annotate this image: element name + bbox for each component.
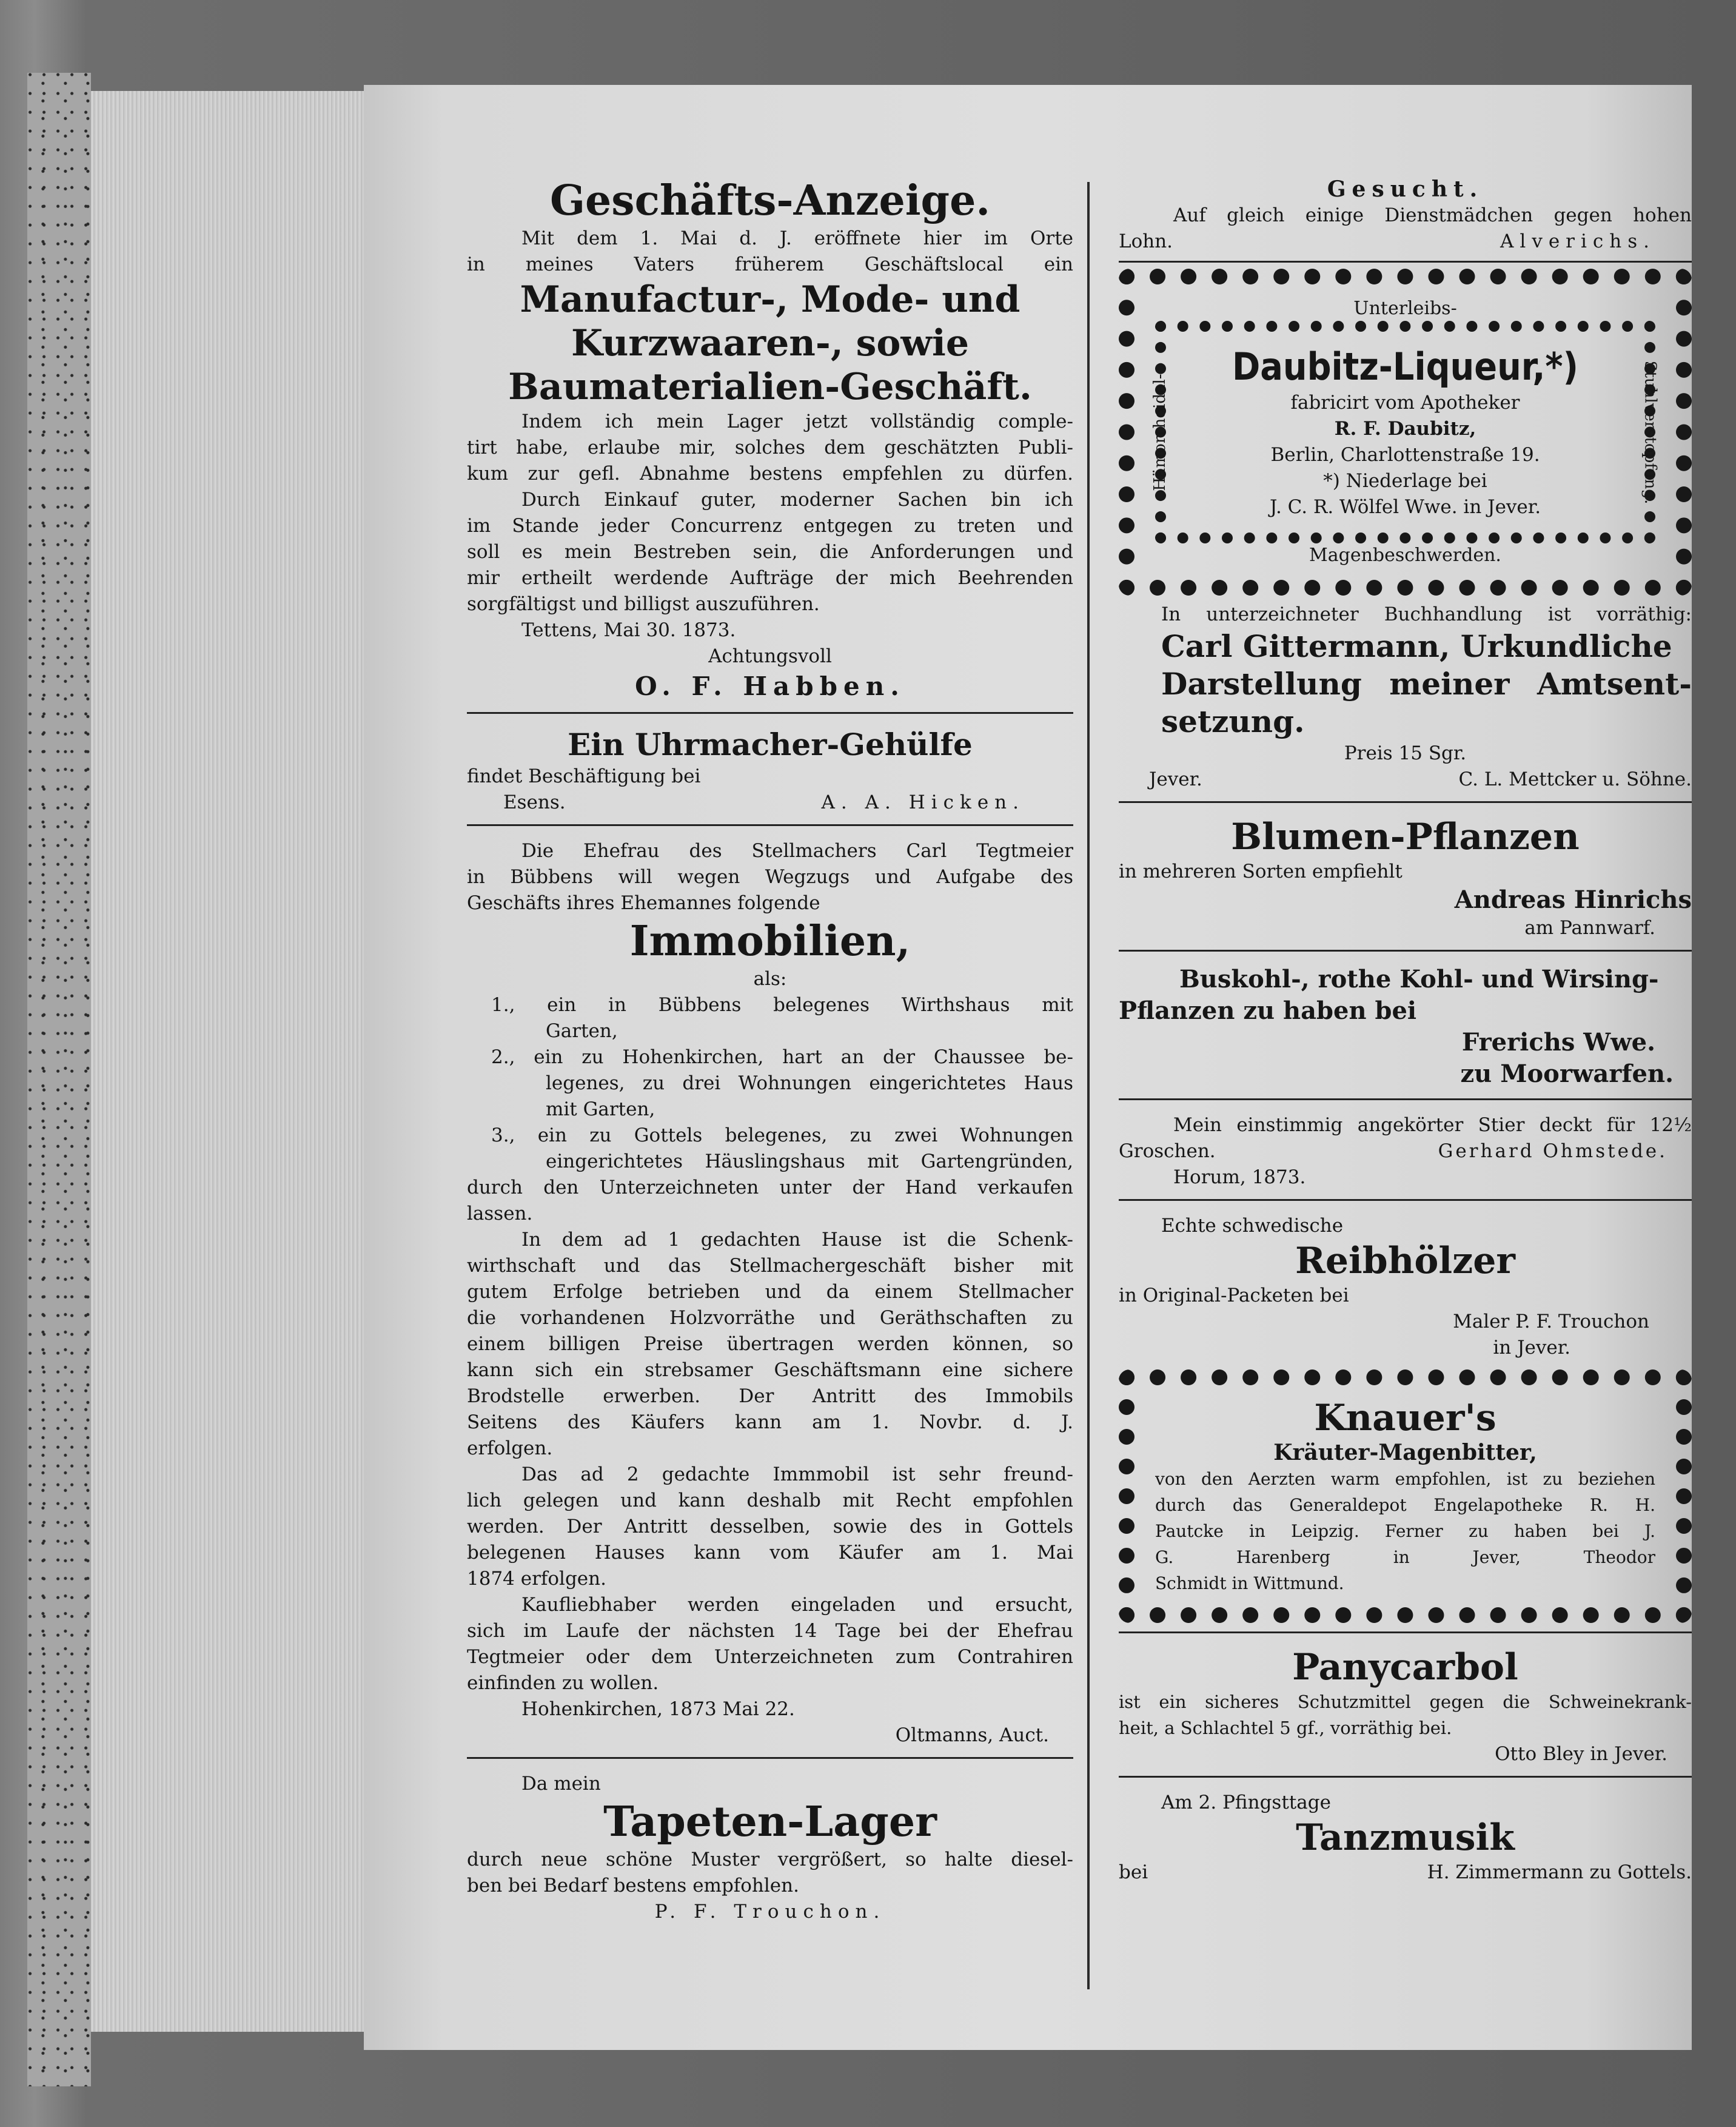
- ad-text-line: Kaufliebhaber werden eingeladen und ersucht,: [521, 1594, 1073, 1616]
- ad-text-line: in Original-Packeten bei: [1119, 1285, 1349, 1306]
- ad-separator: [1119, 801, 1692, 803]
- ad-signature-row: [467, 790, 1073, 816]
- ad-text-line: findet Beschäftigung bei: [467, 765, 701, 787]
- ad-immobilien: [467, 838, 1073, 1749]
- ad-text-line: *) Niederlage bei: [1323, 470, 1487, 492]
- ad-text-line: In unterzeichneter Buchhandlung ist vorräthig:: [1161, 603, 1692, 625]
- ad-text-line: einfinden zu wollen.: [467, 1672, 659, 1694]
- ad-place: Jever.: [1149, 768, 1202, 790]
- ad-signature: C. L. Mettcker u. Söhne.: [1458, 768, 1692, 790]
- ad-text-line: In dem ad 1 gedachten Hause ist die Schenk-: [521, 1229, 1073, 1251]
- ad-signature-row: [1119, 229, 1692, 255]
- ad-text-line: erfolgen.: [467, 1437, 553, 1459]
- ad-title: Blumen-Pflanzen: [1231, 816, 1580, 858]
- ad-list-item: mit Garten,: [546, 1098, 655, 1120]
- ad-text-line: kann sich ein strebsamer Geschäftsmann eine sichere: [467, 1359, 1073, 1381]
- ad-text-line: Mit dem 1. Mai d. J. eröffnete hier im Orte: [521, 227, 1073, 249]
- ad-text-line: heit, a Schlachtel 5 gf., vorräthig bei.: [1119, 1718, 1452, 1738]
- ad-text-line: werden. Der Antritt desselben, sowie des in Gottels: [467, 1516, 1073, 1537]
- ad-title: Gesucht.: [1327, 176, 1484, 202]
- ad-text-line: gutem Erfolge betrieben und da einem Stellmacher: [467, 1281, 1073, 1303]
- ad-separator: [467, 824, 1073, 826]
- ad-text-line: wirthschaft und das Stellmachergeschäft bisher mit: [467, 1255, 1073, 1277]
- ad-title: Tapeten-Lager: [603, 1798, 937, 1846]
- ad-text-line: ben bei Bedarf bestens empfohlen.: [467, 1875, 799, 1897]
- ad-text-line: Seitens des Käufers kann am 1. Novbr. d. J.: [467, 1411, 1073, 1433]
- ad-text-line: durch das Generaldepot Engelapotheke R. H.: [1155, 1495, 1655, 1515]
- ad-signature: Gerhard Ohmstede.: [1438, 1140, 1667, 1162]
- ad-text-line: soll es mein Bestreben sein, die Anforderungen und: [467, 541, 1073, 563]
- ad-title: Immobilien,: [629, 917, 911, 966]
- ad-text-line: Echte schwedische: [1161, 1215, 1344, 1237]
- ad-big-line: Baumaterialien-Geschäft.: [508, 366, 1032, 408]
- ad-separator: [1119, 1098, 1692, 1100]
- ad-big-line: Kurzwaaren-, sowie: [571, 322, 970, 365]
- ad-text-line: ist ein sicheres Schutzmittel gegen die Schweinekrank-: [1119, 1692, 1692, 1712]
- ad-title: Daubitz-Liqueur,*): [1232, 344, 1579, 389]
- ad-date: Horum, 1873.: [1173, 1166, 1306, 1188]
- ad-daubitz-liqueur: [1119, 269, 1692, 596]
- ad-title: Panycarbol: [1292, 1646, 1518, 1688]
- ad-title: Geschäfts-Anzeige.: [549, 176, 991, 225]
- ad-text-line: im Stande jeder Concurrenz entgegen zu treten und: [467, 515, 1073, 537]
- ad-title: Buskohl-, rothe Kohl- und Wirsing-: [1179, 965, 1659, 993]
- ad-title: Reibhölzer: [1295, 1240, 1516, 1282]
- ad-text-line: lassen.: [467, 1203, 533, 1225]
- ad-text-line: J. C. R. Wölfel Wwe. in Jever.: [1269, 496, 1541, 518]
- ad-text-line: fabricirt vom Apotheker: [1290, 392, 1520, 414]
- ad-signature: Alverichs.: [1500, 230, 1655, 252]
- ad-side-text-right: Stuhlverstopfung.: [1641, 360, 1660, 504]
- ad-separator: [1119, 950, 1692, 952]
- ad-list-item: 3., ein zu Gottels belegenes, zu zwei Wohnungen: [491, 1124, 1073, 1146]
- ad-text-line: Pautcke in Leipzig. Ferner zu haben bei J.: [1155, 1521, 1655, 1541]
- ad-date: Hohenkirchen, 1873 Mai 22.: [521, 1698, 795, 1720]
- ad-title: Ein Uhrmacher-Gehülfe: [568, 727, 973, 762]
- ad-text-line: in Bübbens will wegen Wegzugs und Aufgabe des: [467, 866, 1073, 888]
- ad-list-item: 2., ein zu Hohenkirchen, hart an der Chaussee be-: [491, 1046, 1073, 1068]
- ad-text-line: lich gelegen und kann deshalb mit Recht empfohlen: [467, 1490, 1073, 1511]
- ad-title: Pflanzen zu haben bei: [1119, 996, 1417, 1025]
- ad-signature-row: [1119, 1138, 1692, 1164]
- ad-signature: Otto Bley in Jever.: [1495, 1743, 1667, 1765]
- ad-inner-border: [1151, 321, 1660, 543]
- ad-address: zu Moorwarfen.: [1460, 1060, 1674, 1088]
- ad-greeting: Achtungsvoll: [708, 645, 832, 667]
- ad-separator: [1119, 1631, 1692, 1633]
- ad-text-line: Am 2. Pfingsttage: [1161, 1792, 1331, 1813]
- ad-big-line: Manufactur-, Mode- und: [520, 278, 1020, 321]
- column-divider: [1087, 182, 1090, 1989]
- ad-separator: [467, 712, 1073, 714]
- ad-signature-row: [1119, 1860, 1692, 1886]
- ad-text: Lohn.: [1119, 230, 1173, 252]
- ad-reibhoelzer: [1119, 1213, 1692, 1361]
- ad-title: Darstellung meiner Amtsent-: [1161, 666, 1692, 702]
- left-column: [467, 176, 1073, 1925]
- ad-gittermann-book: [1119, 602, 1692, 793]
- ad-signature: Oltmanns, Auct.: [895, 1724, 1049, 1746]
- ad-text-line: kum zur gefl. Abnahme bestens empfehlen zu dürfen.: [467, 463, 1073, 485]
- ad-title: setzung.: [1161, 704, 1305, 739]
- ad-price: Preis 15 Sgr.: [1344, 742, 1467, 764]
- ad-text: bei: [1119, 1861, 1148, 1883]
- ad-text-line: 1874 erfolgen.: [467, 1568, 606, 1590]
- ad-text-line: die vorhandenen Holzvorräthe und Geräthschaften zu: [467, 1307, 1073, 1329]
- ad-text-line: sorgfältigst und billigst auszuführen.: [467, 593, 820, 615]
- ad-text-line: Das ad 2 gedachte Immmobil ist sehr freund-: [521, 1463, 1073, 1485]
- ad-text-line: Brodstelle erwerben. Der Antritt des Immobils: [467, 1385, 1073, 1407]
- ad-text-line: Auf gleich einige Dienstmädchen gegen hohen: [1173, 204, 1692, 226]
- ad-uhrmacher: [467, 726, 1073, 816]
- ad-gesucht: [1119, 176, 1692, 255]
- ad-box-bottom-text: Magenbeschwerden.: [1309, 545, 1501, 566]
- ad-blumen-pflanzen: [1119, 815, 1692, 941]
- right-column: [1119, 176, 1692, 1886]
- ad-signature: Maler P. F. Trouchon: [1453, 1311, 1649, 1332]
- ad-box-top-text: Unterleibs-: [1353, 298, 1457, 319]
- ad-text-line: in meines Vaters früherem Geschäftslocal ein: [467, 254, 1073, 275]
- ad-text-line: von den Aerzten warm empfohlen, ist zu beziehen: [1155, 1469, 1655, 1489]
- ad-tapeten-lager: [467, 1771, 1073, 1925]
- ad-text-line: Schmidt in Wittmund.: [1155, 1573, 1344, 1593]
- ad-text-line: Berlin, Charlottenstraße 19.: [1270, 444, 1540, 466]
- ad-list-item: Garten,: [546, 1020, 618, 1042]
- ad-address: am Pannwarf.: [1524, 917, 1655, 939]
- ad-list-item: eingerichtetes Häuslingshaus mit Gartengründen,: [546, 1151, 1073, 1172]
- ad-signature: A. A. Hicken.: [821, 791, 1025, 813]
- ad-text-line: G. Harenberg in Jever, Theodor: [1155, 1547, 1655, 1567]
- ad-signature: O. F. Habben.: [635, 671, 905, 701]
- book-cover-edge: [27, 73, 91, 2086]
- ad-stier: [1119, 1112, 1692, 1191]
- ad-list-item: legenes, zu drei Wohnungen eingerichtetes Haus: [546, 1072, 1073, 1094]
- ad-separator: [1119, 261, 1692, 263]
- ad-text-line: Da mein: [521, 1773, 601, 1795]
- ad-text-line: Mein einstimmig angekörter Stier deckt für 12½: [1173, 1114, 1692, 1136]
- ad-text-line: einem billigen Preise übertragen werden können, so: [467, 1333, 1073, 1355]
- ad-signature-row: [1119, 767, 1692, 793]
- ad-geschaefts-anzeige: [467, 176, 1073, 704]
- ad-title: Knauer's: [1314, 1397, 1496, 1439]
- ad-text-line: als:: [753, 968, 787, 990]
- ad-panycarbol: [1119, 1645, 1692, 1767]
- ad-text-line: tirt habe, erlaube mir, solches dem geschätzten Publi-: [467, 437, 1073, 459]
- ad-text-line: Indem ich mein Lager jetzt vollständig comple-: [521, 411, 1073, 432]
- ad-text-line: durch neue schöne Muster vergrößert, so halte diesel-: [467, 1849, 1073, 1870]
- ad-separator: [1119, 1776, 1692, 1778]
- ad-knauers-magenbitter: [1119, 1369, 1692, 1623]
- ad-separator: [467, 1757, 1073, 1759]
- ad-tanzmusik: [1119, 1790, 1692, 1886]
- ad-signature: H. Zimmermann zu Gottels.: [1427, 1861, 1692, 1883]
- ad-text: Groschen.: [1119, 1140, 1216, 1162]
- ad-place: Esens.: [503, 791, 566, 813]
- ad-buskohl: [1119, 964, 1692, 1090]
- page-stack: [91, 91, 376, 2032]
- ad-text-line: in mehreren Sorten empfiehlt: [1119, 861, 1403, 882]
- ad-separator: [1119, 1199, 1692, 1201]
- ad-text-line: Die Ehefrau des Stellmachers Carl Tegtmeier: [521, 840, 1073, 862]
- ad-text-line: sich im Laufe der nächsten 14 Tage bei der Ehefrau: [467, 1620, 1073, 1642]
- ad-text-line: Durch Einkauf guter, moderner Sachen bin ich: [521, 489, 1073, 511]
- ad-side-text-left: Hämorrhoidal-: [1151, 373, 1169, 491]
- ad-list-item: 1., ein in Bübbens belegenes Wirthshaus mit: [491, 994, 1073, 1016]
- ad-subtitle: Kräuter-Magenbitter,: [1273, 1440, 1537, 1465]
- ad-text-line: mir ertheilt werdende Aufträge der mich Beehrenden: [467, 567, 1073, 589]
- ad-date: Tettens, Mai 30. 1873.: [521, 619, 736, 641]
- ad-signature: Frerichs Wwe.: [1461, 1028, 1655, 1057]
- ad-address: in Jever.: [1493, 1337, 1570, 1359]
- ad-text-line: durch den Unterzeichneten unter der Hand verkaufen: [467, 1177, 1073, 1198]
- ad-title: Tanzmusik: [1296, 1816, 1515, 1859]
- ad-title: Carl Gittermann, Urkundliche: [1161, 628, 1672, 664]
- ad-signature: Andreas Hinrichs: [1454, 885, 1692, 914]
- ad-signature: P. F. Trouchon.: [654, 1901, 886, 1923]
- ad-text-line: Geschäfts ihres Ehemannes folgende: [467, 892, 820, 914]
- ad-text-line: Tegtmeier oder dem Unterzeichneten zum Contrahiren: [467, 1646, 1073, 1668]
- ad-text-line: R. F. Daubitz,: [1334, 418, 1476, 440]
- ad-text-line: belegenen Hauses kann vom Käufer am 1. Mai: [467, 1542, 1073, 1564]
